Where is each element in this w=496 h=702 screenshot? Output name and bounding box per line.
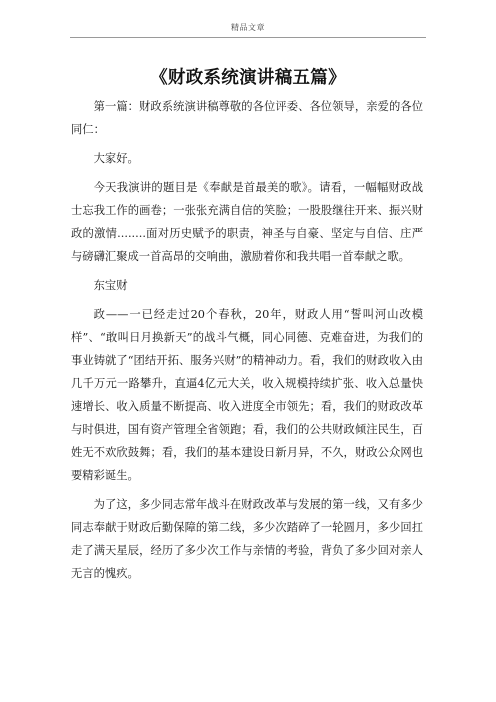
document-body	[71, 95, 423, 591]
paragraph-place: 东宝财	[93, 279, 128, 292]
paragraph-achievements: 政——一已经走过20个春秋，20年，财政人用“誓叫河山改模样”、“敢叫日月换新天”的战斗气概，同心同德、克难奋进，为我们的事业铸就了“团结开拓、服务兴财”的精神动力。看，我们的财政收入由几千万元一路攀升，直逼4亿元大关，收入规模持续扩张、收入总量快速增长、收入质量不断提高、收入进度全市领先；看，我们的财政改革与时俱进，国有资产管理全省领跑；看，我们的公共财政倾注民生，百姓无不欢欣鼓舞；看，我们的基本建设日新月异，不久，财政公众网也要精彩诞生。	[71, 308, 423, 482]
document-title: 《财政系统演讲稿五篇》	[150, 68, 346, 88]
page-header-label: 精品文章	[231, 23, 265, 32]
paragraph-salutation: 第一篇：财政系统演讲稿尊敬的各位评委、各位领导，亲爱的各位同仁：	[71, 100, 423, 136]
paragraph-greeting: 大家好。	[93, 152, 139, 165]
paragraph-topic: 今天我演讲的题目是《奉献是首最美的歌》。请看，一幅幅财政战士忘我工作的画卷；一张张充满自信的笑脸；一股股继往开来、振兴财政的激情........面对历史赋予的职责，神圣与自豪、坚定与自信、庄严与磅礴汇聚成一首高昂的交响曲，激励着你和我共唱一首奉献之歌。	[71, 181, 423, 263]
header-divider	[70, 37, 426, 38]
paragraph-dedication: 为了这，多少同志常年战斗在财政改革与发展的第一线，又有多少同志奉献于财政后勤保障的第二线，多少次踏碎了一轮圆月，多少回扛走了满天星辰，经历了多少次工作与亲情的考验，背负了多少回对亲人无言的愧疚。	[71, 498, 423, 580]
